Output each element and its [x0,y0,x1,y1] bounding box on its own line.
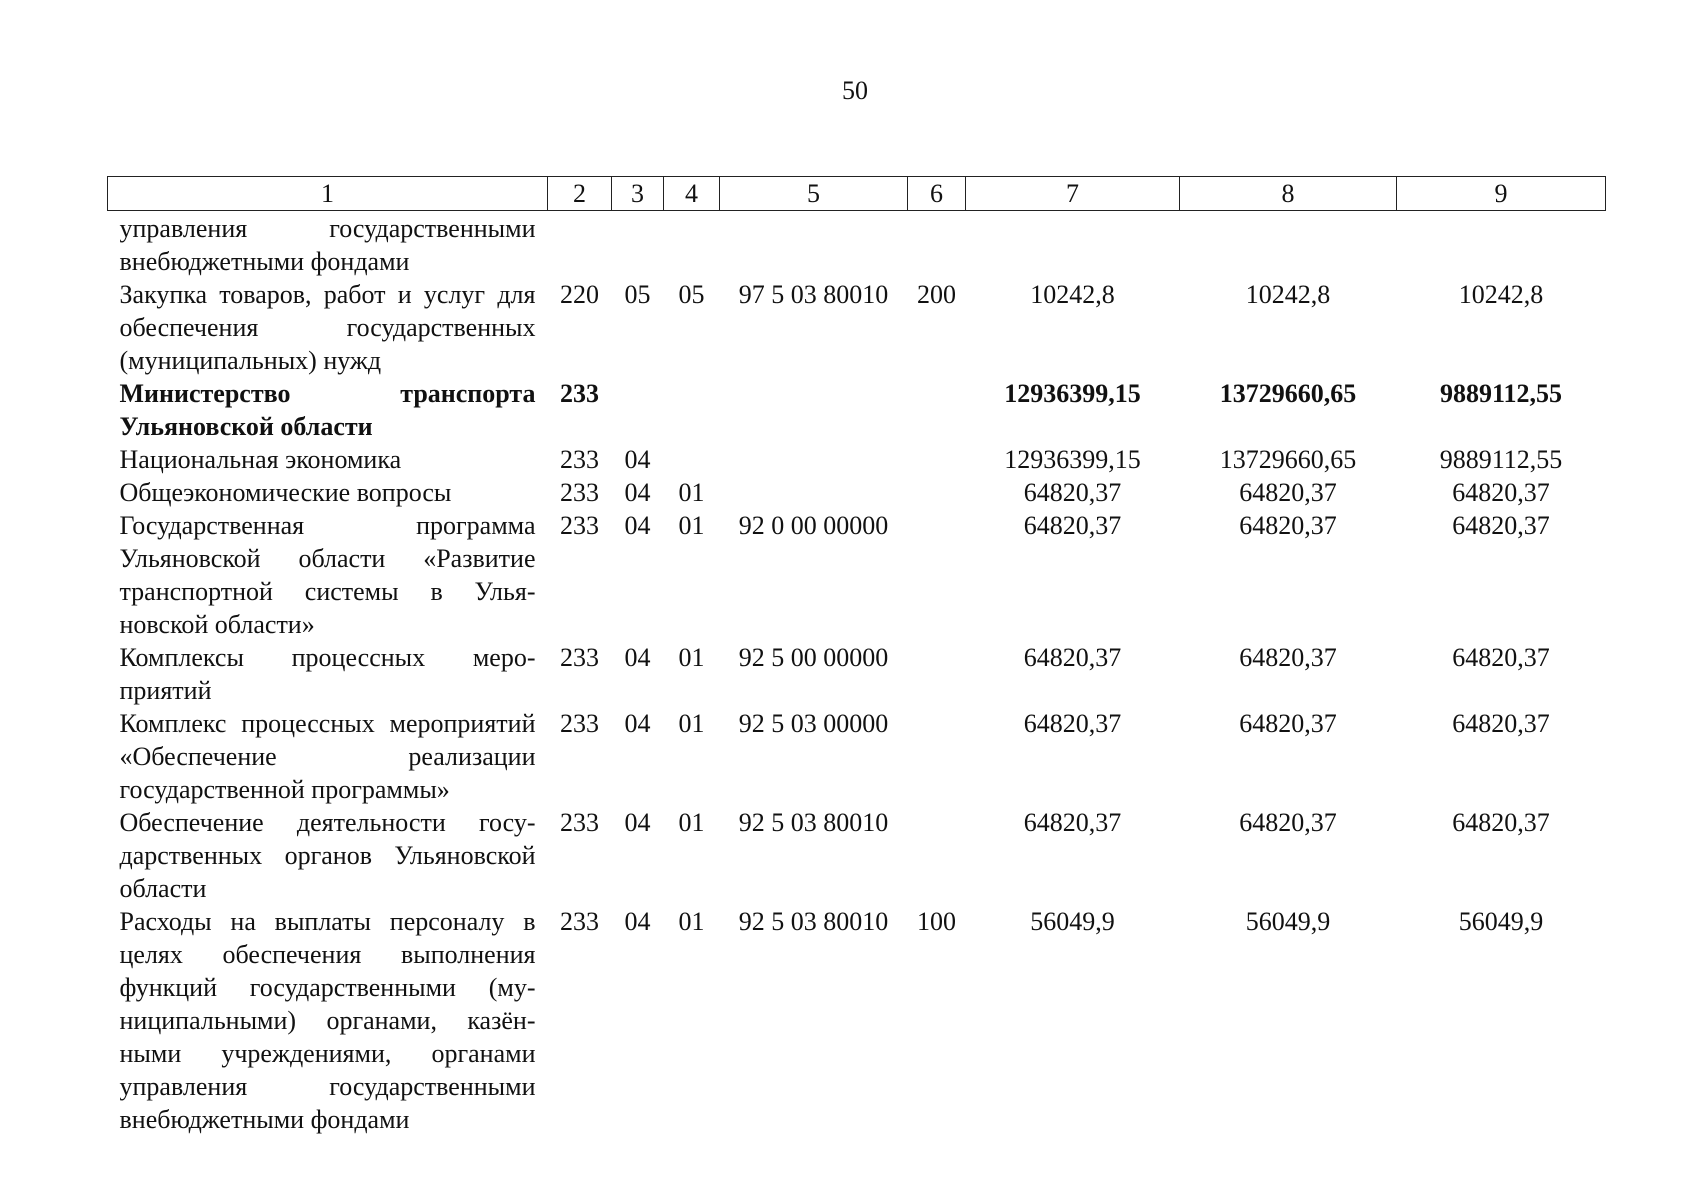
table-row [108,377,1606,443]
cell-amount-col7: 64820,37 [1023,808,1122,837]
cell-target-item [720,476,908,509]
cell-subsection [664,443,720,476]
cell-expense-type [908,476,966,509]
cell-expense-type: 100 [917,907,956,936]
row-name: управления государственными внебюджетными фондами [119,214,536,276]
cell-expense-type [908,211,966,279]
cell-ministry-code [548,211,612,279]
cell-amount-col8: 64820,37 [1239,643,1337,672]
row-name: Министерство транспорта Ульяновской области [119,379,536,441]
cell-ministry-code: 220 [560,280,599,309]
cell-ministry-code: 233 [560,379,599,408]
cell-amount-col9: 64820,37 [1452,478,1550,507]
cell-amount-col8: 56049,9 [1245,907,1331,936]
cell-target-item: 92 5 03 00000 [738,709,889,738]
table-row [108,806,1606,905]
cell-amount-col9: 64820,37 [1452,808,1550,837]
cell-amount-col7: 64820,37 [1023,709,1122,738]
cell-ministry-code: 233 [560,808,599,837]
cell-amount-col7: 12936399,15 [1004,445,1141,474]
cell-amount-col7 [966,211,1180,279]
cell-subsection: 01 [678,643,705,672]
cell-amount-col9: 9889112,55 [1439,379,1563,408]
cell-target-item: 97 5 03 80010 [738,280,889,309]
column-number-header [108,177,1606,211]
cell-ministry-code: 233 [560,907,599,936]
header-col-9: 9 [1397,177,1606,211]
cell-amount-col8 [1180,211,1397,279]
page-number: 50 [842,76,868,105]
cell-amount-col8: 64820,37 [1239,808,1337,837]
header-col-8: 8 [1180,177,1397,211]
cell-target-item: 92 5 00 00000 [738,643,889,672]
cell-amount-col9: 64820,37 [1452,643,1550,672]
header-col-1: 1 [108,177,548,211]
cell-expense-type [908,707,966,806]
cell-ministry-code: 233 [560,445,599,474]
cell-expense-type [908,806,966,905]
cell-section: 04 [624,478,651,507]
cell-expense-type [908,377,966,443]
cell-expense-type [908,443,966,476]
cell-target-item [720,377,908,443]
cell-amount-col9: 64820,37 [1452,511,1550,540]
cell-amount-col7: 64820,37 [1023,478,1122,507]
cell-amount-col8: 64820,37 [1239,709,1337,738]
cell-amount-col7: 10242,8 [1030,280,1115,309]
cell-section: 04 [624,511,651,540]
cell-section [612,211,664,279]
table-row [108,905,1606,1136]
budget-table [107,176,1606,1136]
cell-amount-col8: 64820,37 [1239,478,1337,507]
header-col-4: 4 [664,177,720,211]
cell-target-item [720,443,908,476]
header-col-2: 2 [548,177,612,211]
row-name: Общеэкономические вопросы [119,478,452,507]
row-name: Расходы на выплаты персоналу в целях обеспечения выполнения функций государственными (муниципальными) органами, казёнными учреждениями, органами управления государственными внебюджетными фондами [119,907,536,1134]
cell-subsection: 01 [678,511,705,540]
cell-section [612,377,664,443]
table-row [108,476,1606,509]
row-name: Закупка товаров, работ и услуг для обеспечения государственных (муниципальных) нужд [119,280,536,375]
cell-section: 04 [624,907,651,936]
table-body [108,211,1606,1137]
cell-expense-type [908,641,966,707]
row-name: Национальная экономика [119,445,402,474]
cell-amount-col8: 10242,8 [1245,280,1331,309]
row-name: Государственная программа Ульяновской области «Развитие транспортной системы в Ульяновской области» [119,511,536,639]
header-col-7: 7 [966,177,1180,211]
table-row [108,443,1606,476]
cell-amount-col7: 64820,37 [1023,511,1122,540]
header-col-6: 6 [908,177,966,211]
cell-target-item: 92 5 03 80010 [738,808,889,837]
table-row [108,211,1606,279]
header-col-3: 3 [612,177,664,211]
cell-expense-type [908,509,966,641]
cell-amount-col7: 64820,37 [1023,643,1122,672]
cell-amount-col9: 9889112,55 [1439,445,1563,474]
budget-table-container [107,176,1605,1136]
cell-amount-col8: 64820,37 [1239,511,1337,540]
cell-amount-col9: 56049,9 [1458,907,1544,936]
cell-amount-col9: 64820,37 [1452,709,1550,738]
cell-ministry-code: 233 [560,511,599,540]
cell-amount-col7: 12936399,15 [1004,379,1141,408]
row-name: Обеспечение деятельности государственных органов Ульяновской области [119,808,536,903]
cell-amount-col9: 10242,8 [1458,280,1544,309]
cell-section: 04 [624,643,651,672]
cell-amount-col7: 56049,9 [1030,907,1115,936]
table-row [108,509,1606,641]
cell-subsection [664,211,720,279]
row-name: Комплекс процессных мероприятий «Обеспечение реализации государственной программы» [119,709,536,804]
cell-expense-type: 200 [917,280,956,309]
cell-ministry-code: 233 [560,478,599,507]
cell-amount-col8: 13729660,65 [1219,379,1357,408]
table-row [108,278,1606,377]
table-row [108,707,1606,806]
table-row [108,641,1606,707]
cell-ministry-code: 233 [560,709,599,738]
cell-amount-col8: 13729660,65 [1219,445,1357,474]
cell-amount-col9 [1397,211,1606,279]
header-col-5: 5 [720,177,908,211]
cell-subsection: 05 [678,280,705,309]
cell-section: 04 [624,808,651,837]
cell-target-item: 92 0 00 00000 [738,511,889,540]
cell-section: 04 [624,709,651,738]
cell-ministry-code: 233 [560,643,599,672]
cell-section: 04 [624,445,651,474]
cell-subsection: 01 [678,709,705,738]
cell-target-item: 92 5 03 80010 [738,907,889,936]
cell-section: 05 [624,280,651,309]
row-name: Комплексы процессных мероприятий [119,643,536,705]
cell-subsection: 01 [678,478,705,507]
cell-target-item [720,211,908,279]
cell-subsection [664,377,720,443]
cell-subsection: 01 [678,808,705,837]
cell-subsection: 01 [678,907,705,936]
